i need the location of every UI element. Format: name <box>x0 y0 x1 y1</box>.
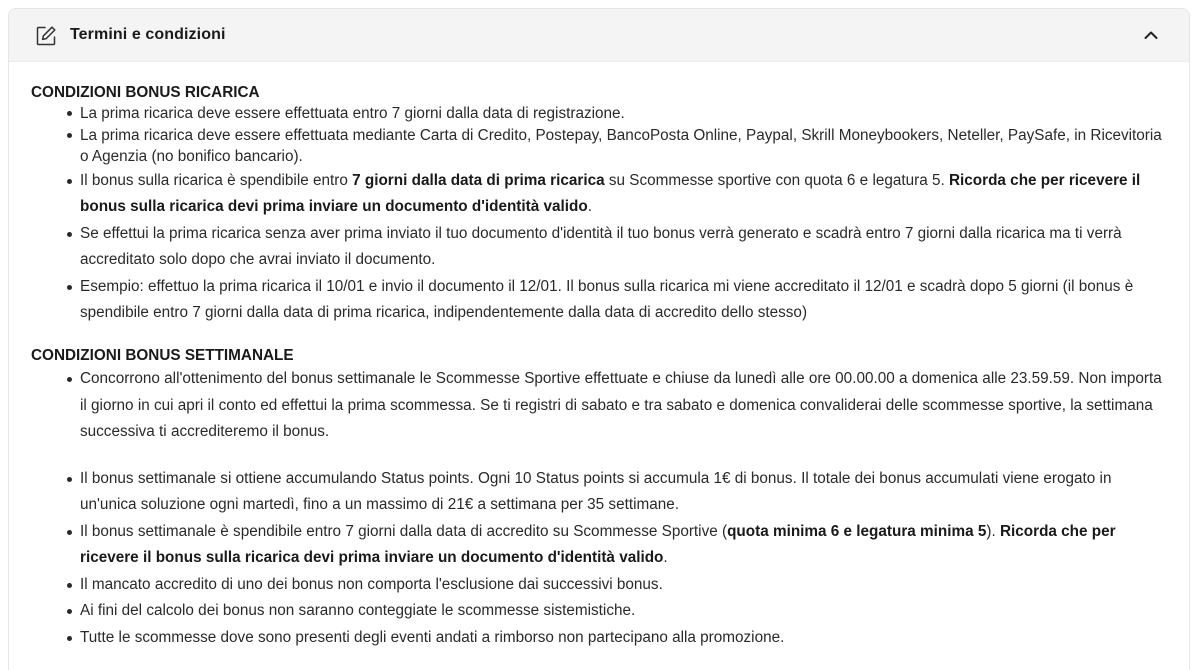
item-bold-text: Ricorda che per ricevere il bonus sulla ricarica devi prima inviare un documento d'identità valido <box>80 522 1116 567</box>
edit-icon <box>35 25 57 47</box>
item-text: . <box>663 549 668 567</box>
item-text: ). <box>986 522 1000 540</box>
bonus-ricarica-list <box>31 103 1167 326</box>
list-item: Il mancato accredito di uno dei bonus non comporta l'esclusione dai successivi bonus. <box>80 572 1167 599</box>
accordion-title: Termini e condizioni <box>70 26 226 43</box>
section-title-bonus-settimanale: CONDIZIONI BONUS SETTIMANALE <box>31 346 294 364</box>
accordion-body <box>9 62 1189 651</box>
item-text: Il bonus settimanale è spendibile entro 7 giorni dalla data di accredito su Scommesse Sportive ( <box>80 522 728 540</box>
chevron-up-icon[interactable] <box>1141 25 1161 45</box>
list-item: Ai fini del calcolo dei bonus non saranno conteggiate le scommesse sistemistiche. <box>80 598 1167 625</box>
bonus-settimanale-list <box>31 366 1167 651</box>
list-item: Il bonus settimanale si ottiene accumulando Status points. Ogni 10 Status points si accumula 1€ di bonus. Il totale dei bonus accumulati viene erogato in un'unica soluzione ogni martedì, fino a un massimo di 21€ a settimana per 35 settimane. <box>80 466 1167 519</box>
list-item: Se effettui la prima ricarica senza aver prima inviato il tuo documento d'identità il tuo bonus verrà generato e scadrà entro 7 giorni dalla ricarica ma ti verrà accreditato solo dopo che avrai inviato il documento. <box>80 221 1167 274</box>
accordion-header[interactable] <box>9 9 1189 62</box>
list-item: La prima ricarica deve essere effettuata entro 7 giorni dalla data di registrazione. <box>80 103 1167 124</box>
list-item: La prima ricarica deve essere effettuata mediante Carta di Credito, Postepay, BancoPosta Online, Paypal, Skrill Moneybookers, Neteller, PaySafe, in Ricevitoria o Agenzia (no bonifico bancario). <box>80 125 1167 168</box>
list-item: Esempio: effettuo la prima ricarica il 10/01 e invio il documento il 12/01. Il bonus sulla ricarica mi viene accreditato il 12/01 e scadrà dopo 5 giorni (il bonus è spendibile entro 7 giorni dalla data di prima ricarica, indipendentemente dalla data di accredito dello stesso) <box>80 274 1167 327</box>
list-item <box>80 519 1167 572</box>
item-text: . <box>587 198 592 216</box>
section-title-bonus-ricarica: CONDIZIONI BONUS RICARICA <box>31 84 260 101</box>
item-bold-text: 7 giorni dalla data di prima ricarica <box>352 171 605 189</box>
list-item: Concorrono all'ottenimento del bonus settimanale le Scommesse Sportive effettuate e chiuse da lunedì alle ore 00.00.00 a domenica alle 23.59.59. Non importa il giorno in cui apri il conto ed effettui la prima scommessa. Se ti registri di sabato e tra sabato e domenica convaliderai delle scommesse sportive, la settimana successiva ti accrediteremo il bonus. <box>80 366 1167 446</box>
item-text: su Scommesse sportive con quota 6 e legatura 5. <box>604 171 949 189</box>
item-bold-text: Ricorda che per ricevere il bonus sulla ricarica devi prima inviare un documento d'identità valido <box>80 171 1141 216</box>
item-text: Il bonus sulla ricarica è spendibile entro <box>80 171 353 189</box>
list-item: Tutte le scommesse dove sono presenti degli eventi andati a rimborso non partecipano alla promozione. <box>80 625 1167 652</box>
item-bold-text: quota minima 6 e legatura minima 5 <box>727 522 987 540</box>
list-item <box>80 168 1167 221</box>
terms-accordion <box>8 8 1190 670</box>
